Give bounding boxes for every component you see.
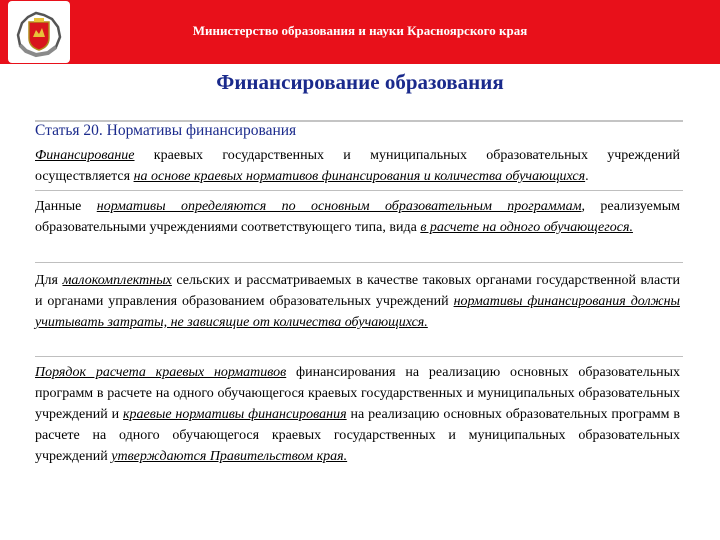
paragraph-3: Для малокомплектных сельских и рассматриваемых в качестве таковых органами государственной власти и органами управления образованием образовательных учреждений нормативы финансирования должны учитывать затраты, не зависящие от количества обучающихся. xyxy=(35,273,680,330)
ministry-name: Министерство образования и науки Красноярского края xyxy=(192,23,528,38)
article-heading: Статья 20. Нормативы финансирования xyxy=(35,122,297,139)
paragraph-1: Финансирование краевых государственных и муниципальных образовательных учреждений осуществляется на основе краевых нормативов финансирования и количества обучающихся. xyxy=(35,148,680,184)
divider xyxy=(35,190,683,191)
header-bar xyxy=(0,0,720,64)
divider xyxy=(35,262,683,263)
divider xyxy=(35,356,683,357)
page-title: Финансирование образования xyxy=(216,70,504,94)
paragraph-2: Данные нормативы определяются по основным образовательным программам, реализуемым образовательными учреждениями соответствующего типа, вида в расчете на одного обучающегося. xyxy=(35,199,681,235)
paragraph-4: Порядок расчета краевых нормативов финансирования на реализацию основных образовательных программ в расчете на одного обучающегося краевых государственных и муниципальных образовательных учреждений и краевые нормативы финансирования на реализацию основных образовательных программ в расчете на одного обучающегося краевых государственных и муниципальных образовательных учреждений утверждаются Правительством края. xyxy=(35,365,680,464)
